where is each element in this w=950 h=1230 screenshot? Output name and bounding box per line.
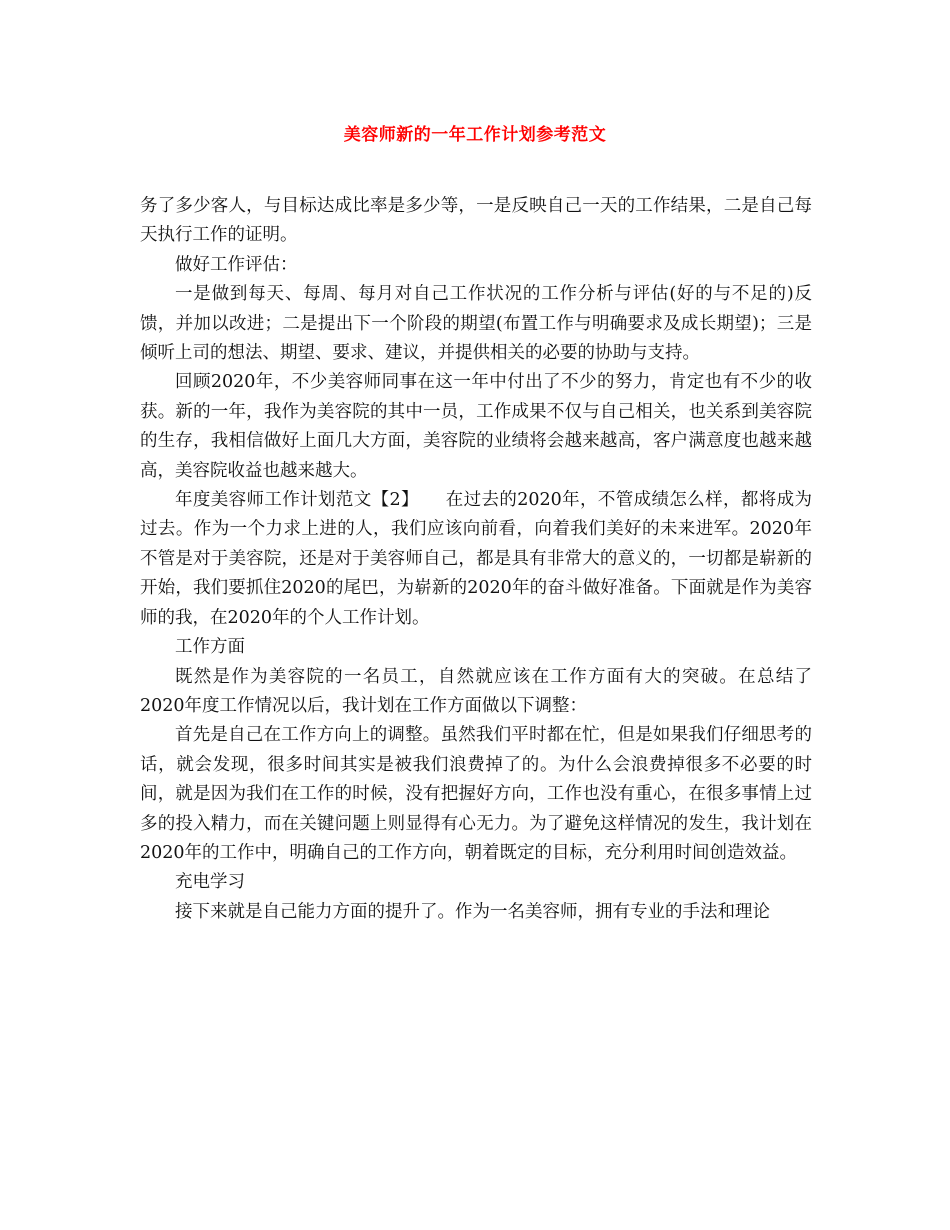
- paragraph-review: 回顾2020年，不少美容师同事在这一年中付出了不少的努力，肯定也有不少的收获。新的一年，我作为美容院的其中一员，工作成果不仅与自己相关，也关系到美容院的生存，我相信做好上面几大方面，美容院的业绩将会越来越高，客户满意度也越来越高，美容院收益也越来越大。: [140, 372, 812, 481]
- paragraph-evaluation-details: 一是做到每天、每周、每月对自己工作状况的工作分析与评估(好的与不足的)反馈，并加以改进；二是提出下一个阶段的期望(布置工作与明确要求及成长期望)；三是倾听上司的想法、期望、要求、建议，并提供相关的必要的协助与支持。: [140, 284, 812, 364]
- paragraph-work-summary: 既然是作为美容院的一名员工，自然就应该在工作方面有大的突破。在总结了2020年度工作情况以后，我计划在工作方面做以下调整：: [140, 666, 812, 716]
- paragraph-study: 接下来就是自己能力方面的提升了。作为一名美容师，拥有专业的手法和理论: [175, 901, 770, 922]
- paragraph-continuation: 务了多少客人，与目标达成比率是多少等，一是反映自己一天的工作结果，二是自己每天执行工作的证明。: [140, 196, 812, 246]
- paragraph-plan-intro: 年度美容师工作计划范文【2】 在过去的2020年，不管成绩怎么样，都将成为过去。作为一个力求上进的人，我们应该向前看，向着我们美好的未来进军。2020年不管是对于美容院，还是对于美容师自己，都是具有非常大的意义的，一切都是崭新的开始，我们要抓住2020的尾巴，为崭新的2020年的奋斗做好准备。下面就是作为美容师的我，在2020年的个人工作计划。: [140, 490, 812, 628]
- paragraph-work-direction: 首先是自己在工作方向上的调整。虽然我们平时都在忙，但是如果我们仔细思考的话，就会发现，很多时间其实是被我们浪费掉了的。为什么会浪费掉很多不必要的时间，就是因为我们在工作的时候，没有把握好方向，工作也没有重心，在很多事情上过多的投入精力，而在关键问题上则显得有心无力。为了避免这样情况的发生，我计划在2020年的工作中，明确自己的工作方向，朝着既定的目标，充分利用时间创造效益。: [140, 725, 812, 863]
- paragraph-heading-study: 充电学习: [175, 872, 245, 893]
- document-title: 美容师新的一年工作计划参考范文: [343, 125, 607, 145]
- paragraph-heading-evaluation: 做好工作评估：: [175, 254, 298, 275]
- document-body: [140, 192, 812, 927]
- paragraph-heading-work: 工作方面: [175, 637, 245, 658]
